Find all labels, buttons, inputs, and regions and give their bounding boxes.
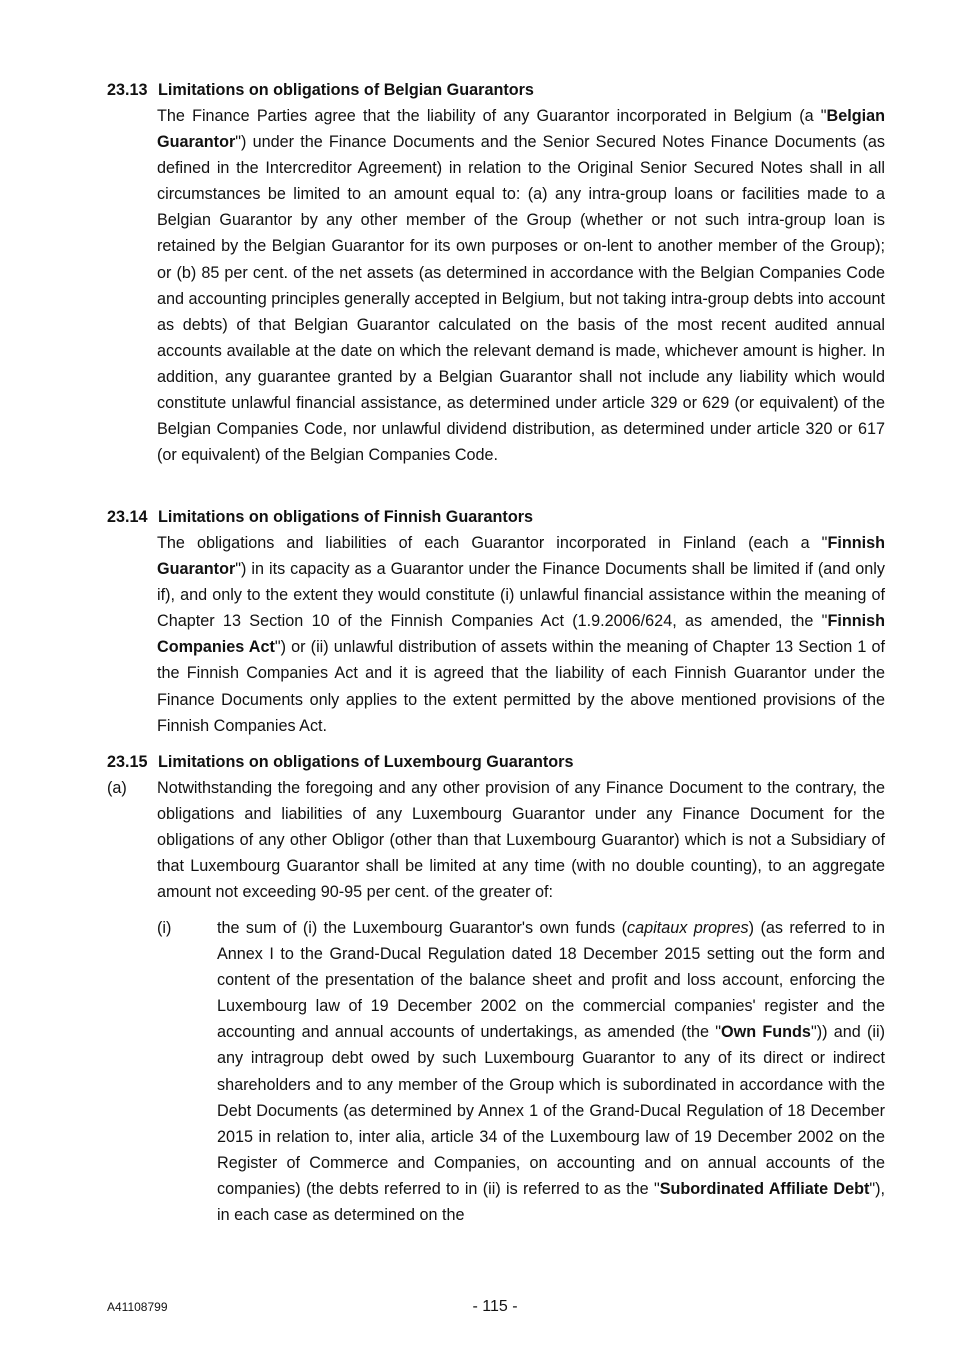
section-number: 23.15 bbox=[107, 753, 148, 771]
italic-term: capitaux propres bbox=[627, 919, 749, 937]
paragraph-marker-a: (a) bbox=[107, 779, 127, 797]
text-run: The obligations and liabilities of each Guarantor incorporated in Finland (each a " bbox=[157, 534, 828, 552]
text-run: ") or (ii) unlawful distribution of assets within the meaning of Chapter 13 Section 1 of the Finnish Companies Act and it is agreed that the liability of each Finnish Guarantor under the Finance Documents only applies to the extent permitted by the above mentioned provisions of the Finnish Companies Act. bbox=[157, 638, 885, 735]
section-heading-23-14 bbox=[107, 506, 533, 528]
paragraph-marker-i: (i) bbox=[157, 919, 172, 937]
text-run: ") under the Finance Documents and the Senior Secured Notes Finance Documents (as defined in the Intercreditor Agreement) in relation to the Original Senior Secured Notes shall in all circumstances be limited to an amount equal to: (a) any intra-group loans or facilities made to a Belgian Guarantor by any other member of the Group (whether or not such intra-group loan is retained by the Belgian Guarantor for its own purposes or on-lent to another member of the Group); or (b) 85 per cent. of the net assets (as determined in accordance with the Belgian Companies Code and accounting principles generally accepted in Belgium, but not taking intra-group debts into account as debts) of that Belgian Guarantor calculated on the basis of the most recent audited annual accounts available at the date on which the relevant demand is made, whichever amount is higher. In addition, any guarantee granted by a Belgian Guarantor shall not include any liability which would constitute unlawful financial assistance, as determined under article 329 or 629 (or equivalent) of the Belgian Companies Code, nor unlawful dividend distribution, as determined under article 320 or 617 (or equivalent) of the Belgian Companies Code. bbox=[157, 133, 885, 465]
section-title: Limitations on obligations of Belgian Guarantors bbox=[158, 81, 534, 99]
section-title: Limitations on obligations of Luxembourg Guarantors bbox=[158, 753, 574, 771]
defined-term: Own Funds bbox=[721, 1023, 811, 1042]
paragraph-i bbox=[217, 915, 885, 1228]
defined-term: Subordinated Affiliate Debt bbox=[659, 1179, 870, 1198]
text-run: The Finance Parties agree that the liability of any Guarantor incorporated in Belgium (a " bbox=[157, 107, 827, 125]
defined-term: Finnish Companies Act bbox=[157, 612, 885, 657]
section-number: 23.13 bbox=[107, 81, 148, 99]
text-run: ) (as referred to in Annex I to the Grand-Ducal Regulation dated 18 December 2015 setting out the form and content of the presentation of the balance sheet and profit and loss account, enforcing the Luxembourg law of 19 December 2002 on the commercial companies' register and the accounting and annual accounts of undertakings, as amended (the " bbox=[217, 919, 885, 1042]
document-reference: A41108799 bbox=[107, 1300, 168, 1314]
text-run: ") in its capacity as a Guarantor under the Finance Documents shall be limited if (and only if), and only to the extent they would constitute (i) unlawful financial assistance within the meaning of Chapter 13 Section 10 of the Finnish Companies Act (1.9.2006/624, as amended, the " bbox=[157, 560, 885, 631]
section-heading-23-15 bbox=[107, 751, 574, 773]
section-title: Limitations on obligations of Finnish Guarantors bbox=[158, 508, 534, 526]
section-heading-23-13 bbox=[107, 79, 534, 101]
text-run: the sum of (i) the Luxembourg Guarantor's own funds ( bbox=[217, 919, 628, 937]
page-number: - 115 - bbox=[472, 1298, 518, 1315]
defined-term: Belgian Guarantor bbox=[157, 107, 885, 152]
defined-term: Finnish Guarantor bbox=[157, 534, 885, 579]
section-number: 23.14 bbox=[107, 508, 148, 526]
text-run: ")) and (ii) any intragroup debt owed by such Luxembourg Guarantor to any of its direct or indirect shareholders and to any member of the Group which is subordinated in accordance with the Debt Documents (as determined by Annex 1 of the Grand-Ducal Regulation of 18 December 2015 in relation to, inter alia, article 34 of the Luxembourg law of 19 December 2002 on the Register of Commerce and Companies, on accounting and on annual accounts of the companies) (the debts referred to in (ii) is referred to as the " bbox=[217, 1023, 885, 1198]
paragraph-a: Notwithstanding the foregoing and any other provision of any Finance Document to the contrary, the obligations and liabilities of any Luxembourg Guarantor under any Finance Document for the obligations of any other Obligor (other than that Luxembourg Guarantor) which is not a Subsidiary of that Luxembourg Guarantor shall be limited at any time (with no double counting), to an aggregate amount not exceeding 90-95 per cent. of the greater of: bbox=[157, 779, 885, 902]
text-run: "), in each case as determined on the bbox=[217, 1179, 886, 1225]
section-paragraph-23-13 bbox=[157, 103, 885, 468]
section-paragraph-23-14 bbox=[157, 530, 885, 739]
